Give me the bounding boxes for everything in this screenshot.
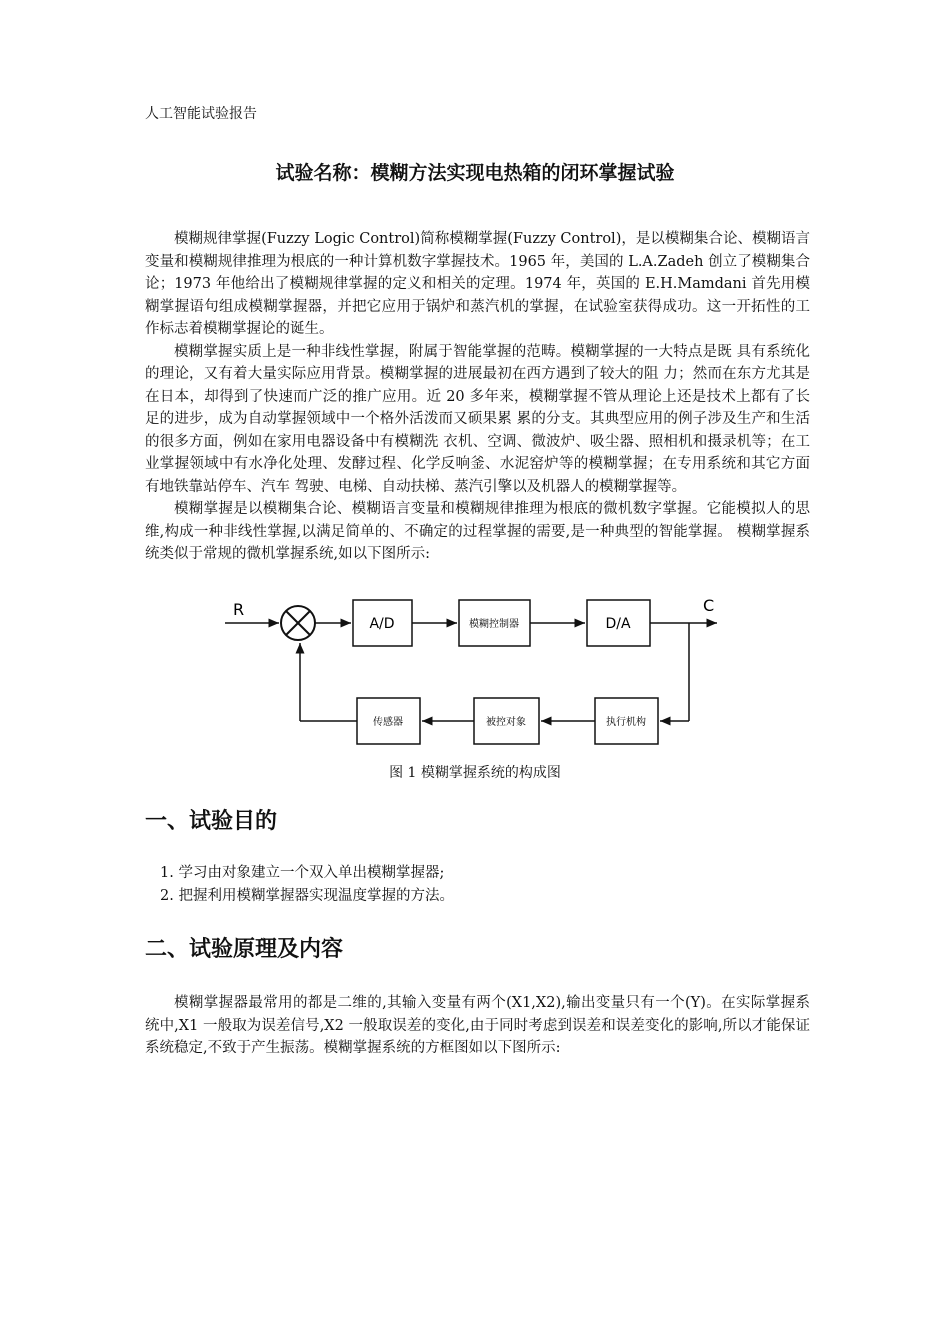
ad-label: A/D — [369, 616, 395, 632]
intro-section — [145, 228, 810, 566]
list-item: 1. 学习由对象建立一个双入单出模糊掌握器; — [160, 865, 445, 881]
principle-paragraph: 模糊掌握器最常用的都是二维的,其输入变量有两个(X1,X2),输出变量只有一个(Y)。在实际掌握系统中,X1 一般取为误差信号,X2 一般取误差的变化,由于同时考虑到误差和误差变化的影响,所以才能保证系统稳定,不致于产生振荡。模糊掌握系统的方框图如以下图所示: — [145, 995, 810, 1056]
intro-paragraph: 模糊掌握实质上是一种非线性掌握，附属于智能掌握的范畴。模糊掌握的一大特点是既 具有系统化的理论，又有着大量实际应用背景。模糊掌握的进展最初在西方遇到了较大的阻 力；然而在东方尤其是在日本，却得到了快速而广泛的推广应用。近 20 多年来，模糊掌握不管从理论上还是技术上都有了长足的进步，成为自动掌握领域中一个格外活泼而又硕果累 累的分支。其典型应用的例子涉及生产和生活的很多方面，例如在家用电器设备中有模糊洗 衣机、空调、微波炉、吸尘器、照相机和摄录机等；在工业掌握领域中有水净化处理、发酵过程、化学反响釜、水泥窑炉等的模糊掌握；在专用系统和其它方面有地铁靠站停车、汽车 驾驶、电梯、自动扶梯、蒸汽引擎以及机器人的模糊掌握等。 — [145, 343, 810, 495]
plant-label: 被控对象 — [486, 717, 526, 728]
fuzzy-control-diagram — [225, 595, 725, 755]
summing-junction — [281, 606, 315, 640]
da-label: D/A — [605, 616, 631, 632]
report-title: 试验名称：模糊方法实现电热箱的闭环掌握试验 — [275, 162, 675, 184]
sensor-label: 传感器 — [373, 717, 403, 728]
figure-caption: 图 1 模糊掌握系统的构成图 — [389, 765, 561, 781]
output-label: C — [703, 596, 715, 615]
list-item: 2. 把握利用模糊掌握器实现温度掌握的方法。 — [160, 888, 454, 904]
section-heading: 二、试验原理及内容 — [145, 937, 344, 962]
intro-paragraph: 模糊规律掌握(Fuzzy Logic Control)简称模糊掌握(Fuzzy Control)，是以模糊集合论、模糊语言变量和模糊规律推理为根底的一种计算机数字掌握技术。1965 年，美国的 L.A.Zadeh 创立了模糊集合论；1973 年他给出了模糊规律掌握的定义和相关的定理。1974 年，英国的 E.H.Mamdani 首先用模糊掌握语句组成模糊掌握器，并把它应用于锅炉和蒸汽机的掌握，在试验室获得成功。这一开拓性的工作标志着模糊掌握论的诞生。 — [145, 231, 810, 337]
section-heading: 一、试验目的 — [145, 809, 278, 834]
input-label: R — [233, 600, 245, 619]
report-header: 人工智能试验报告 — [145, 106, 257, 122]
fuzzy-controller-label: 模糊控制器 — [469, 619, 519, 630]
intro-paragraph: 模糊掌握是以模糊集合论、模糊语言变量和模糊规律推理为根底的微机数字掌握。它能模拟人的思维,构成一种非线性掌握,以满足简单的、不确定的过程掌握的需要,是一种典型的智能掌握。 模糊掌握系统类似于常规的微机掌握系统,如以下图所示: — [145, 501, 810, 562]
principle-section — [145, 992, 810, 1060]
objectives-list — [160, 862, 454, 908]
actuator-label: 执行机构 — [606, 717, 646, 728]
